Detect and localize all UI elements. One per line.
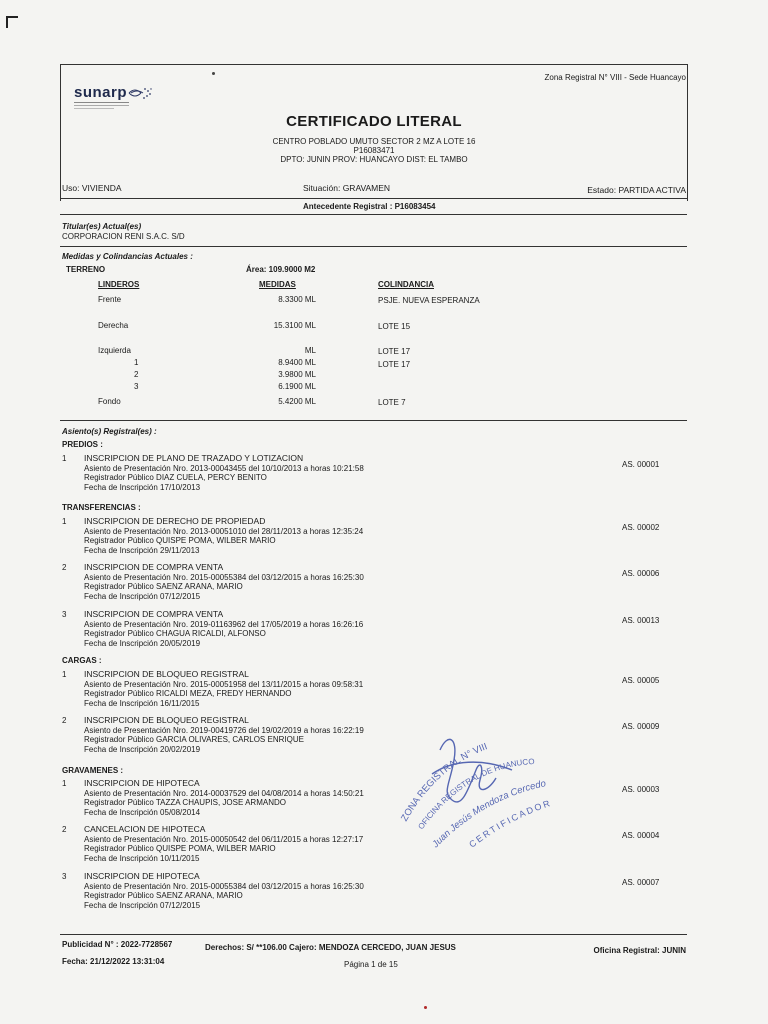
page-title: CERTIFICADO LITERAL — [286, 113, 462, 130]
lindero-label: Izquierda — [98, 346, 131, 355]
asiento-title: CANCELACION DE HIPOTECA — [84, 824, 206, 834]
asiento-code: AS. 00001 — [622, 460, 660, 469]
asientos-heading: Asiento(s) Registral(es) : — [62, 427, 157, 436]
asiento-fecha: Fecha de Inscripción 07/12/2015 — [84, 591, 201, 601]
colindancia-value: LOTE 15 — [378, 322, 411, 331]
uso-field: Uso: VIVIENDA — [62, 183, 122, 193]
asiento-body — [84, 454, 604, 492]
colindancia-value: LOTE 17 — [378, 360, 411, 369]
asiento-code: AS. 00006 — [622, 569, 660, 578]
asiento-section-title: PREDIOS : — [62, 440, 103, 449]
asiento-registrador: Registrador Público RICALDI MEZA, FREDY HERNANDO — [84, 689, 292, 699]
lindero-label: 2 — [134, 370, 139, 379]
asiento-fecha: Fecha de Inscripción 16/11/2015 — [84, 698, 200, 708]
asiento-registrador: Registrador Público GARCIA OLIVARES, CARLOS ENRIQUE — [84, 735, 304, 745]
lindero-label: Frente — [98, 295, 122, 304]
medida-value: 8.9400 ML — [278, 358, 316, 367]
asiento-registrador: Registrador Público CHAGUA RICALDI, ALFONSO — [84, 629, 266, 639]
asiento-presentacion: Asiento de Presentación Nro. 2013-00051010 del 28/11/2013 a horas 12:35:24 — [84, 526, 364, 536]
asiento-presentacion: Asiento de Presentación Nro. 2019-00419726 del 19/02/2019 a horas 16:22:19 — [84, 725, 364, 735]
colindancia-value: PSJE. NUEVA ESPERANZA — [378, 296, 480, 305]
asiento-presentacion: Asiento de Presentación Nro. 2015-00055384 del 03/12/2015 a horas 16:25:30 — [84, 881, 364, 891]
asiento-code: AS. 00007 — [622, 878, 660, 887]
stamp-ring-inner: OFICINA REGISTRAL DE HUANUCO — [416, 756, 535, 832]
asiento-fecha: Fecha de Inscripción 07/12/2015 — [84, 900, 201, 910]
asiento-entry — [62, 779, 682, 821]
asiento-number: 2 — [62, 716, 67, 725]
asiento-presentacion: Asiento de Presentación Nro. 2015-00051958 del 13/11/2015 a horas 09:58:31 — [84, 679, 364, 689]
logo-rays-icon — [127, 85, 153, 101]
area-value: Área: 109.9000 M2 — [246, 265, 316, 274]
asiento-presentacion: Asiento de Presentación Nro. 2015-00050542 del 06/11/2015 a horas 12:27:17 — [84, 834, 364, 844]
asiento-entry — [62, 716, 682, 758]
stamp-ring-outer: ZONA REGISTRAL N° VIII — [399, 741, 489, 824]
certification-stamp — [392, 730, 562, 850]
asiento-code: AS. 00002 — [622, 523, 660, 532]
divider — [60, 934, 687, 935]
asiento-presentacion: Asiento de Presentación Nro. 2013-00043455 del 10/10/2013 a horas 10:21:58 — [84, 463, 364, 473]
medida-value: ML — [304, 346, 316, 355]
asiento-body — [84, 563, 604, 601]
header-frame — [60, 64, 688, 201]
asiento-registrador: Registrador Público TAZZA CHAUPIS, JOSE ARMANDO — [84, 798, 286, 808]
asiento-entry — [62, 670, 682, 712]
medida-value: 8.3300 ML — [278, 295, 316, 304]
asiento-presentacion: Asiento de Presentación Nro. 2019-01163962 del 17/05/2019 a horas 16:26:16 — [84, 619, 364, 629]
oficina-registral: Oficina Registral: JUNIN — [593, 946, 686, 955]
asiento-body — [84, 517, 604, 555]
asiento-title: INSCRIPCION DE HIPOTECA — [84, 778, 200, 788]
asiento-registrador: Registrador Público SAENZ ARANA, MARIO — [84, 582, 243, 592]
asiento-entry — [62, 454, 682, 496]
divider — [60, 214, 687, 215]
asiento-code: AS. 00005 — [622, 676, 660, 685]
property-address: CENTRO POBLADO UMUTO SECTOR 2 MZ A LOTE 16 — [272, 137, 476, 146]
antecedente-registral: Antecedente Registral : P16083454 — [303, 202, 436, 211]
asiento-registrador: Registrador Público DIAZ CUELA, PERCY BENITO — [84, 473, 267, 483]
asiento-code: AS. 00004 — [622, 831, 660, 840]
property-location: DPTO: JUNIN PROV: HUANCAYO DIST: EL TAMBO — [280, 155, 468, 164]
asiento-entry — [62, 610, 682, 652]
asiento-code: AS. 00003 — [622, 785, 660, 794]
stamp-role: CERTIFICADOR — [467, 797, 553, 850]
colindancia-value: LOTE 17 — [378, 347, 411, 356]
publicidad-number: Publicidad N° : 2022-7728567 — [62, 940, 173, 949]
asiento-section-title: GRAVAMENES : — [62, 766, 124, 775]
issue-date: Fecha: 21/12/2022 13:31:04 — [62, 957, 165, 966]
asiento-title: INSCRIPCION DE COMPRA VENTA — [84, 562, 224, 572]
partida-number: P16083471 — [353, 146, 395, 155]
estado-field: Estado: PARTIDA ACTIVA — [587, 185, 686, 195]
asiento-number: 3 — [62, 872, 67, 881]
asiento-body — [84, 610, 604, 648]
asiento-number: 3 — [62, 610, 67, 619]
asiento-code: AS. 00013 — [622, 616, 660, 625]
asiento-fecha: Fecha de Inscripción 20/05/2019 — [84, 638, 201, 648]
scan-dot — [212, 72, 215, 75]
asiento-registrador: Registrador Público QUISPE POMA, WILBER MARIO — [84, 536, 276, 546]
asiento-number: 2 — [62, 563, 67, 572]
asiento-entry — [62, 517, 682, 559]
asiento-registrador: Registrador Público SAENZ ARANA, MARIO — [84, 891, 243, 901]
page-number: Página 1 de 15 — [344, 960, 398, 969]
titulares-value: CORPORACION RENI S.A.C. S/D — [62, 232, 185, 241]
medida-value: 5.4200 ML — [278, 397, 316, 406]
sunarp-logo — [74, 84, 153, 109]
asiento-entry — [62, 563, 682, 605]
asiento-fecha: Fecha de Inscripción 20/02/2019 — [84, 744, 201, 754]
medidas-heading: Medidas y Colindancias Actuales : — [62, 252, 193, 261]
asiento-section-title: TRANSFERENCIAS : — [62, 503, 141, 512]
zona-registral: Zona Registral N° VIII - Sede Huancayo — [544, 73, 686, 82]
divider — [60, 420, 687, 421]
asiento-fecha: Fecha de Inscripción 17/10/2013 — [84, 482, 201, 492]
asiento-presentacion: Asiento de Presentación Nro. 2015-00055384 del 03/12/2015 a horas 16:25:30 — [84, 572, 364, 582]
medida-value: 15.3100 ML — [273, 321, 316, 330]
asiento-number: 1 — [62, 454, 67, 463]
terreno-label: TERRENO — [66, 265, 106, 274]
asiento-number: 1 — [62, 779, 67, 788]
asiento-fecha: Fecha de Inscripción 05/08/2014 — [84, 807, 201, 817]
col-medidas: MEDIDAS — [259, 280, 296, 289]
lindero-label: Derecha — [98, 321, 129, 330]
scan-corner-mark — [6, 16, 18, 28]
colindancia-value: LOTE 7 — [378, 398, 406, 407]
asiento-section-title: CARGAS : — [62, 656, 102, 665]
asiento-fecha: Fecha de Inscripción 29/11/2013 — [84, 545, 200, 555]
derechos-cajero: Derechos: S/ **106.00 Cajero: MENDOZA CERCEDO, JUAN JESUS — [205, 943, 456, 952]
col-colindancia: COLINDANCIA — [378, 280, 434, 289]
asiento-title: INSCRIPCION DE BLOQUEO REGISTRAL — [84, 669, 249, 679]
asiento-title: INSCRIPCION DE HIPOTECA — [84, 871, 200, 881]
divider — [60, 198, 687, 199]
asiento-fecha: Fecha de Inscripción 10/11/2015 — [84, 853, 200, 863]
lindero-label: 3 — [134, 382, 139, 391]
scan-dot — [424, 1006, 427, 1009]
asiento-title: INSCRIPCION DE BLOQUEO REGISTRAL — [84, 715, 249, 725]
asiento-number: 1 — [62, 517, 67, 526]
titulares-heading: Titular(es) Actual(es) — [62, 222, 142, 231]
asiento-number: 2 — [62, 825, 67, 834]
asiento-number: 1 — [62, 670, 67, 679]
asiento-presentacion: Asiento de Presentación Nro. 2014-00037529 del 04/08/2014 a horas 14:50:21 — [84, 788, 364, 798]
asiento-title: INSCRIPCION DE COMPRA VENTA — [84, 609, 224, 619]
lindero-label: Fondo — [98, 397, 121, 406]
medida-value: 6.1900 ML — [278, 382, 316, 391]
asiento-title: INSCRIPCION DE PLANO DE TRAZADO Y LOTIZACION — [84, 453, 304, 463]
asiento-registrador: Registrador Público QUISPE POMA, WILBER MARIO — [84, 844, 276, 854]
asiento-entry — [62, 872, 682, 914]
asiento-code: AS. 00009 — [622, 722, 660, 731]
lindero-label: 1 — [134, 358, 139, 367]
asiento-body — [84, 670, 604, 708]
medida-value: 3.9800 ML — [278, 370, 316, 379]
divider — [60, 246, 687, 247]
stamp-name: Juan Jesús Mendoza Cercedo — [430, 778, 547, 850]
asiento-entry — [62, 825, 682, 867]
asiento-title: INSCRIPCION DE DERECHO DE PROPIEDAD — [84, 516, 266, 526]
col-linderos: LINDEROS — [98, 280, 140, 289]
asiento-body — [84, 872, 604, 910]
logo-wordmark: sunarp — [74, 84, 128, 101]
situacion-field: Situación: GRAVAMEN — [303, 183, 391, 193]
